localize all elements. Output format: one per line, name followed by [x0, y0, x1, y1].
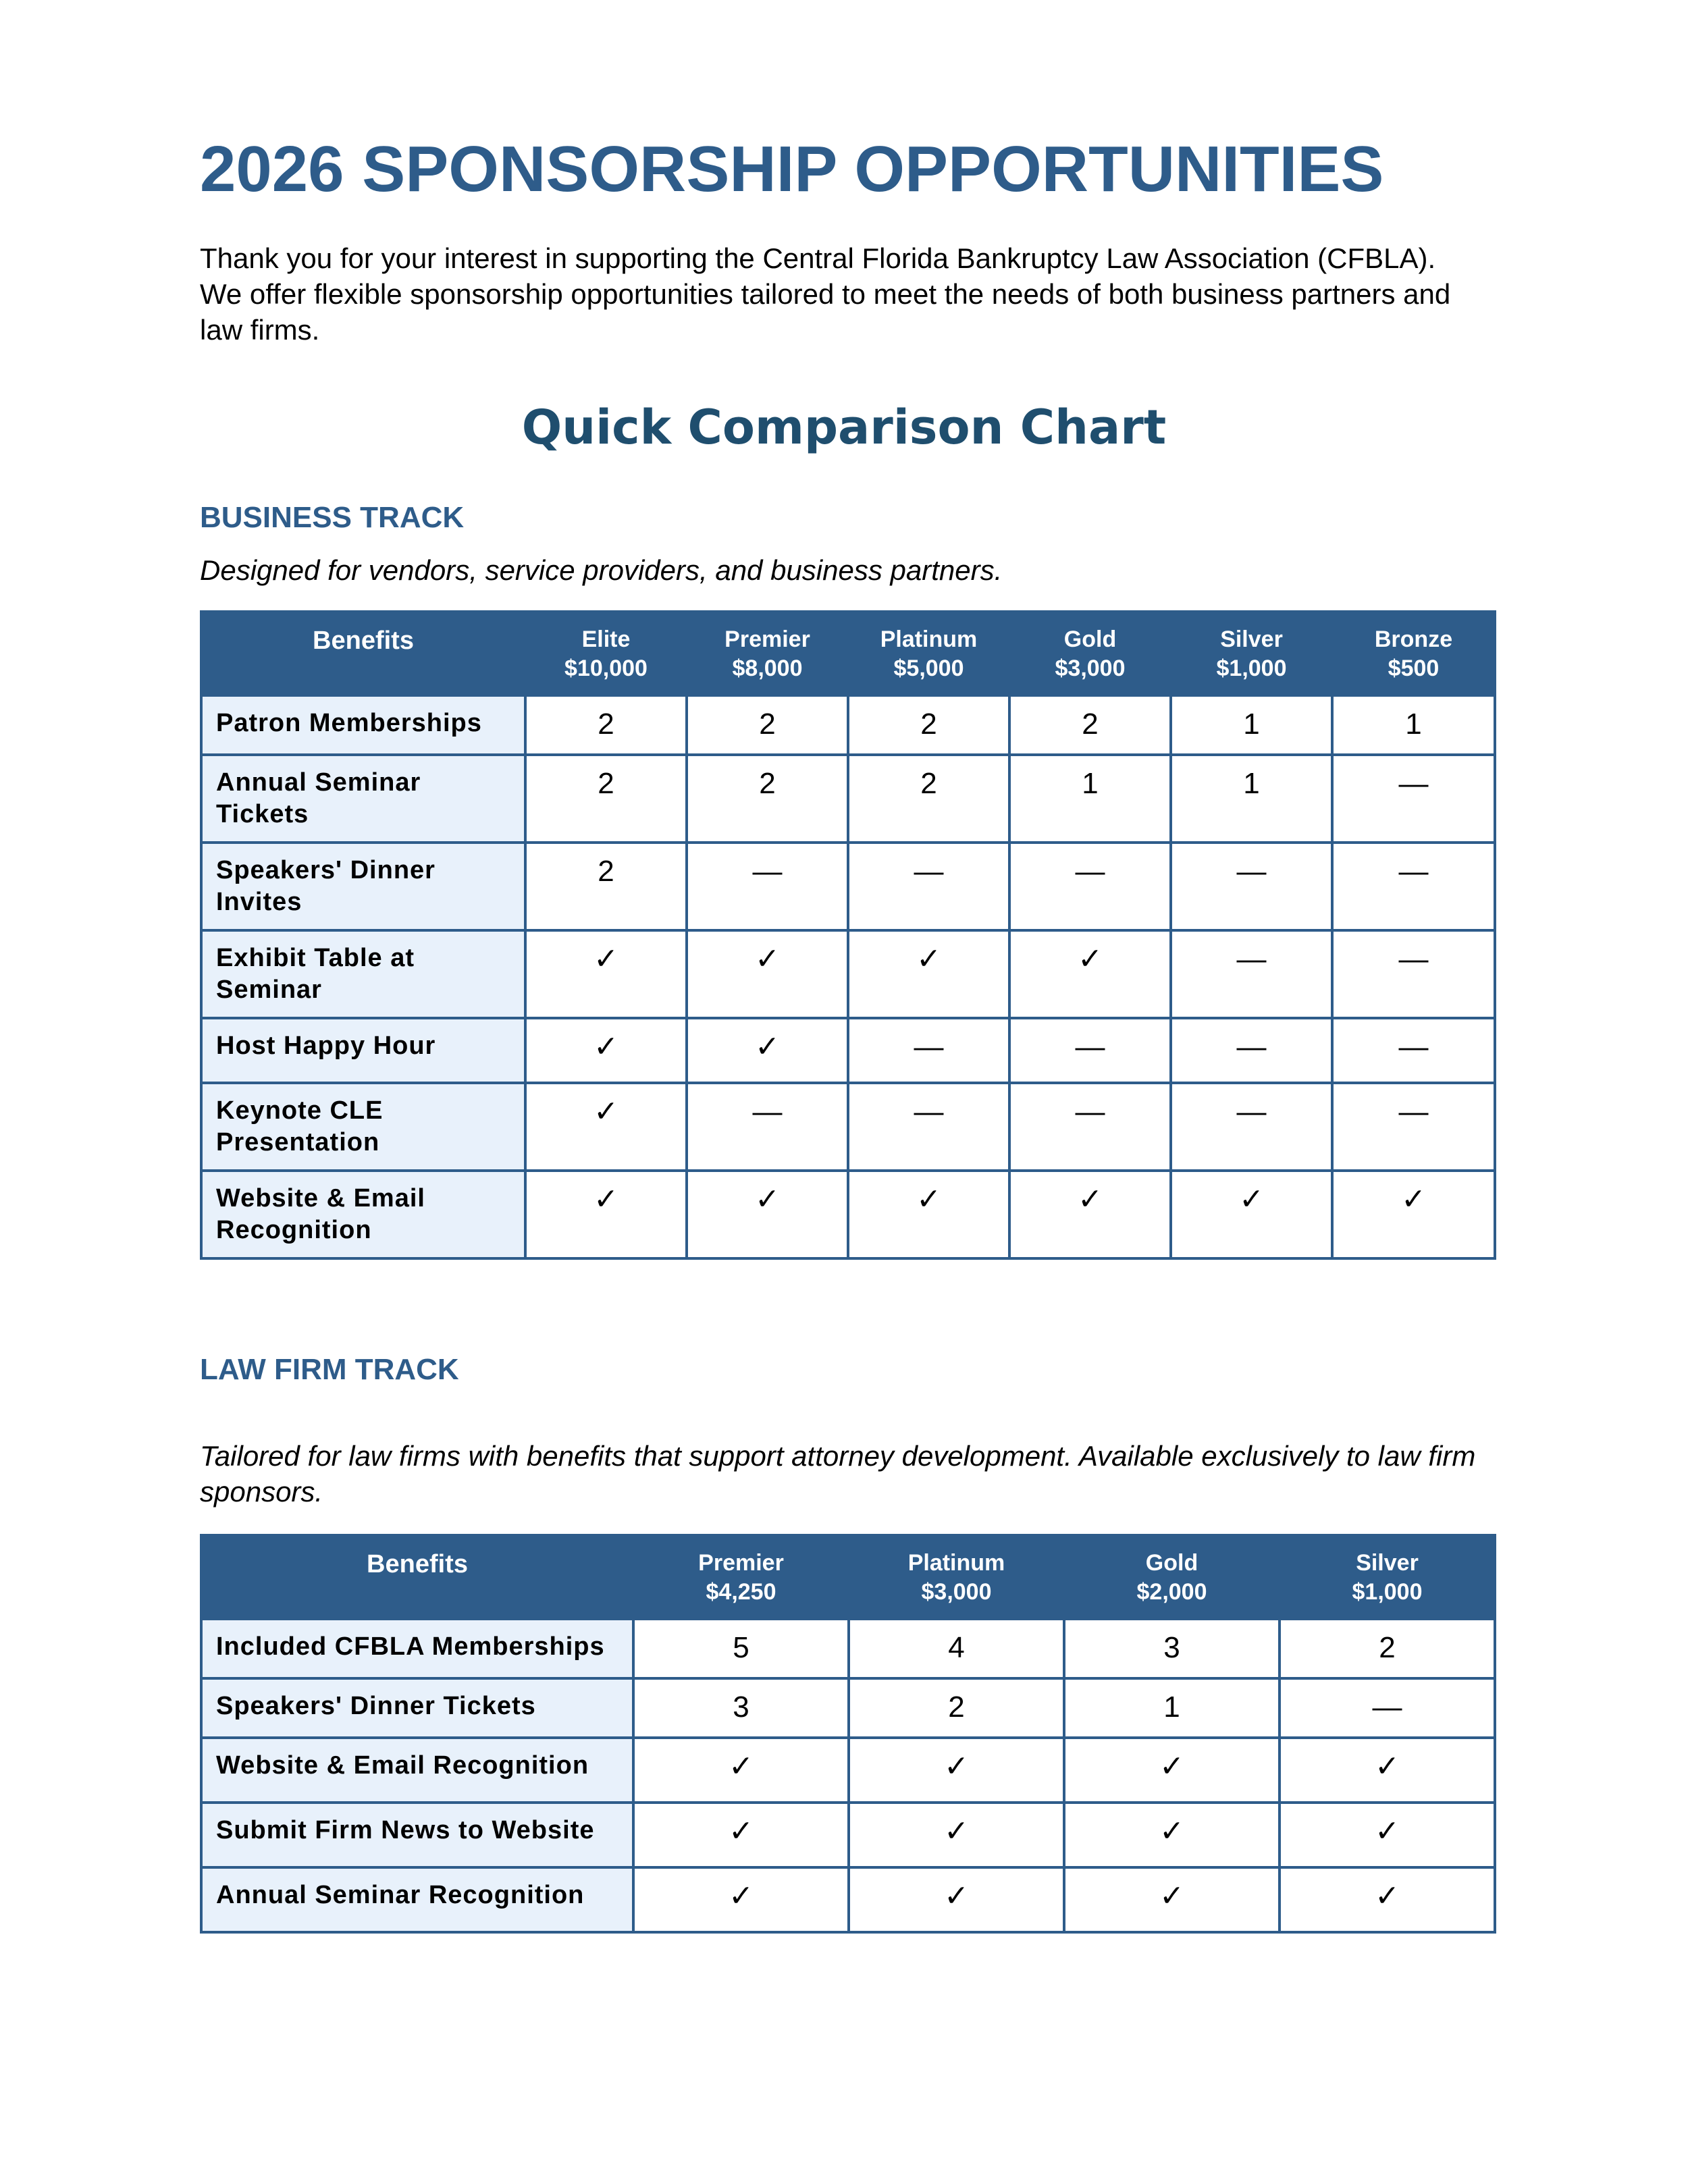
tier-name: Silver — [1220, 627, 1283, 652]
benefit-name: Annual Seminar Recognition — [201, 1867, 633, 1932]
table-row — [201, 1738, 1495, 1803]
value-cell: 2 — [687, 695, 848, 755]
benefit-name: Patron Memberships — [201, 695, 525, 755]
check-icon: ✓ — [1280, 1738, 1495, 1803]
tier-price: $4,250 — [706, 1579, 776, 1605]
value-cell: 1 — [1064, 1678, 1280, 1738]
check-icon: ✓ — [848, 930, 1009, 1018]
benefit-name: Submit Firm News to Website — [201, 1803, 633, 1867]
benefit-name: Included CFBLA Memberships — [201, 1619, 633, 1678]
dash-icon: — — [1171, 1083, 1332, 1171]
dash-icon: — — [687, 1083, 848, 1171]
business-tier-header-gold — [1009, 612, 1171, 695]
benefit-name: Speakers' Dinner Tickets — [201, 1678, 633, 1738]
table-row — [201, 1867, 1495, 1932]
value-cell: 2 — [1009, 695, 1171, 755]
business-track-heading: BUSINESS TRACK — [200, 501, 465, 534]
check-icon: ✓ — [633, 1738, 849, 1803]
dash-icon: — — [848, 1083, 1009, 1171]
tier-name: Bronze — [1374, 627, 1453, 652]
value-cell: 4 — [849, 1619, 1064, 1678]
tier-name: Premier — [698, 1550, 784, 1576]
page-title: 2026 SPONSORSHIP OPPORTUNITIES — [200, 133, 1384, 205]
value-cell: 2 — [849, 1678, 1064, 1738]
tier-name: Gold — [1145, 1550, 1198, 1576]
table-row — [201, 930, 1495, 1018]
value-cell: 1 — [1009, 755, 1171, 843]
value-cell: 3 — [633, 1678, 849, 1738]
dash-icon: — — [848, 843, 1009, 930]
tier-price: $2,000 — [1136, 1579, 1207, 1605]
check-icon: ✓ — [687, 1018, 848, 1083]
check-icon: ✓ — [1332, 1171, 1495, 1258]
check-icon: ✓ — [1009, 1171, 1171, 1258]
tier-price: $3,000 — [921, 1579, 992, 1605]
table-row — [201, 1018, 1495, 1083]
business-track-description: Designed for vendors, service providers, and business partners. — [200, 554, 1003, 586]
intro-paragraph: Thank you for your interest in supporting the Central Florida Bankruptcy Law Association (CFBLA). We offer flexible sponsorship opportunities tailored to meet the needs of both business partners and law firms. — [200, 242, 1451, 346]
tier-price: $10,000 — [564, 656, 648, 681]
benefit-name: Exhibit Table at Seminar — [201, 930, 525, 1018]
value-cell: 1 — [1332, 695, 1495, 755]
dash-icon: — — [687, 843, 848, 930]
dash-icon: — — [1009, 1018, 1171, 1083]
tier-price: $1,000 — [1216, 656, 1287, 681]
value-cell: 2 — [848, 695, 1009, 755]
dash-icon: — — [1332, 1083, 1495, 1171]
law-firm-tier-header-gold — [1064, 1535, 1280, 1619]
value-cell: 1 — [1171, 755, 1332, 843]
tier-price: $5,000 — [893, 656, 964, 681]
law-firm-tier-header-silver — [1280, 1535, 1495, 1619]
benefit-name: Website & Email Recognition — [201, 1171, 525, 1258]
check-icon: ✓ — [525, 1083, 687, 1171]
law-firm-track-description: Tailored for law firms with benefits that support attorney development. Available exclusively to law firm sponsors. — [200, 1440, 1476, 1508]
check-icon: ✓ — [1009, 930, 1171, 1018]
tier-price: $500 — [1388, 656, 1440, 681]
business-tier-header-platinum — [848, 612, 1009, 695]
check-icon: ✓ — [1280, 1803, 1495, 1867]
check-icon: ✓ — [525, 1018, 687, 1083]
tier-name: Gold — [1063, 627, 1117, 652]
check-icon: ✓ — [525, 1171, 687, 1258]
value-cell: 3 — [1064, 1619, 1280, 1678]
law-firm-track-heading: LAW FIRM TRACK — [200, 1353, 459, 1386]
table-row — [201, 1619, 1495, 1678]
dash-icon: — — [1332, 930, 1495, 1018]
check-icon: ✓ — [633, 1867, 849, 1932]
check-icon: ✓ — [849, 1738, 1064, 1803]
value-cell: 2 — [687, 755, 848, 843]
value-cell: 2 — [525, 695, 687, 755]
value-cell: 2 — [848, 755, 1009, 843]
benefit-name: Annual Seminar Tickets — [201, 755, 525, 843]
value-cell: 5 — [633, 1619, 849, 1678]
check-icon: ✓ — [1064, 1738, 1280, 1803]
dash-icon: — — [1332, 1018, 1495, 1083]
table-row — [201, 755, 1495, 843]
tier-name: Premier — [724, 627, 810, 652]
tier-name: Silver — [1356, 1550, 1419, 1576]
benefit-name: Keynote CLE Presentation — [201, 1083, 525, 1171]
value-cell: 2 — [1280, 1619, 1495, 1678]
value-cell: 1 — [1171, 695, 1332, 755]
table-row — [201, 1083, 1495, 1171]
business-benefits-header: Benefits — [201, 612, 525, 695]
tier-name: Elite — [581, 627, 631, 652]
dash-icon: — — [1009, 843, 1171, 930]
benefit-name: Website & Email Recognition — [201, 1738, 633, 1803]
tier-price: $3,000 — [1055, 656, 1126, 681]
check-icon: ✓ — [525, 930, 687, 1018]
dash-icon: — — [1332, 755, 1495, 843]
law-firm-benefits-header: Benefits — [201, 1535, 633, 1619]
table-row — [201, 1803, 1495, 1867]
business-track-table — [200, 610, 1496, 1260]
law-firm-header-row — [201, 1535, 1495, 1619]
check-icon: ✓ — [849, 1867, 1064, 1932]
dash-icon: — — [1332, 843, 1495, 930]
dash-icon: — — [1171, 843, 1332, 930]
dash-icon: — — [1171, 1018, 1332, 1083]
check-icon: ✓ — [848, 1171, 1009, 1258]
business-tier-header-silver — [1171, 612, 1332, 695]
check-icon: ✓ — [1064, 1867, 1280, 1932]
table-row — [201, 843, 1495, 930]
tier-price: $8,000 — [732, 656, 803, 681]
check-icon: ✓ — [633, 1803, 849, 1867]
tier-price: $1,000 — [1352, 1579, 1423, 1605]
tier-name: Platinum — [880, 627, 978, 652]
business-tier-header-elite — [525, 612, 687, 695]
business-tier-header-bronze — [1332, 612, 1495, 695]
law-firm-tier-header-platinum — [849, 1535, 1064, 1619]
check-icon: ✓ — [849, 1803, 1064, 1867]
law-firm-tier-header-premier — [633, 1535, 849, 1619]
law-firm-track-table — [200, 1534, 1496, 1934]
benefit-name: Host Happy Hour — [201, 1018, 525, 1083]
dash-icon: — — [1009, 1083, 1171, 1171]
comparison-chart-title: Quick Comparison Chart — [521, 400, 1167, 455]
dash-icon: — — [848, 1018, 1009, 1083]
business-header-row — [201, 612, 1495, 695]
table-row — [201, 1678, 1495, 1738]
business-tier-header-premier — [687, 612, 848, 695]
value-cell: 2 — [525, 843, 687, 930]
check-icon: ✓ — [687, 930, 848, 1018]
benefit-name: Speakers' Dinner Invites — [201, 843, 525, 930]
check-icon: ✓ — [687, 1171, 848, 1258]
dash-icon: — — [1171, 930, 1332, 1018]
check-icon: ✓ — [1280, 1867, 1495, 1932]
tier-name: Platinum — [907, 1550, 1005, 1576]
table-row — [201, 695, 1495, 755]
table-row — [201, 1171, 1495, 1258]
check-icon: ✓ — [1171, 1171, 1332, 1258]
value-cell: 2 — [525, 755, 687, 843]
check-icon: ✓ — [1064, 1803, 1280, 1867]
dash-icon: — — [1280, 1678, 1495, 1738]
